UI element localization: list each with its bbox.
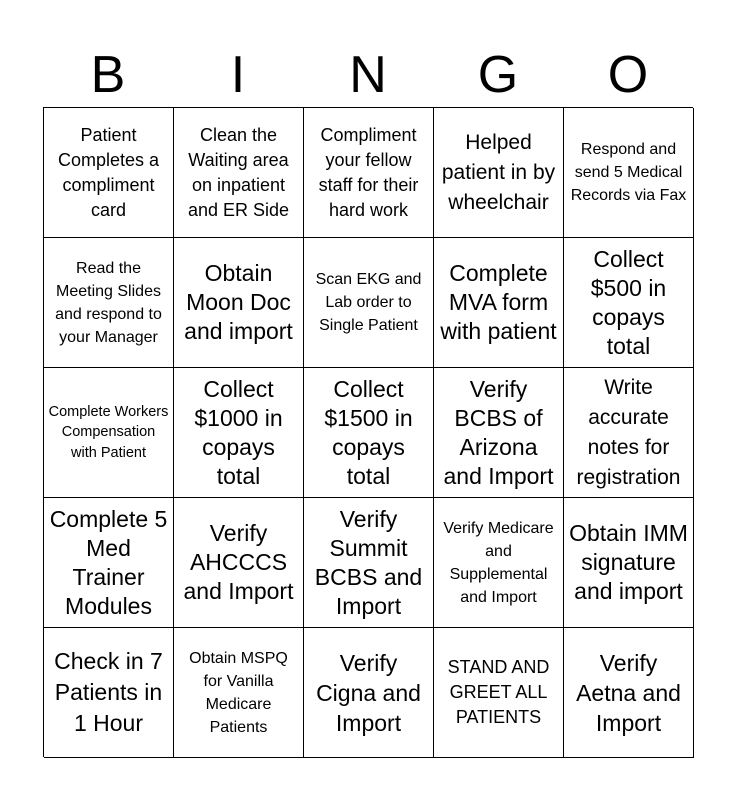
cell-text: Obtain MSPQ for Vanilla Medicare Patients [189, 649, 288, 736]
cell-text: Verify Aetna and Import [576, 649, 681, 736]
cell-text: Clean the Waiting area on inpatient and ER Side [187, 124, 290, 220]
bingo-cell-r2c2[interactable] [174, 238, 304, 368]
bingo-cell-r5c1[interactable] [44, 628, 174, 758]
bingo-cell-r5c2[interactable] [174, 628, 304, 758]
cell-text: Patient Completes a compliment card [57, 124, 160, 220]
header-letter-o: O [607, 46, 649, 104]
bingo-grid [43, 107, 693, 757]
bingo-cell-r5c3[interactable] [304, 628, 434, 758]
bingo-cell-r3c4[interactable] [434, 368, 564, 498]
bingo-cell-r4c4[interactable] [434, 498, 564, 628]
cell-text: Complete 5 Med Trainer Modules [49, 505, 168, 619]
cell-text: Check in 7 Patients in 1 Hour [54, 648, 163, 736]
cell-text: Verify Summit BCBS and Import [314, 505, 423, 619]
cell-text: Collect $1000 in copays total [194, 375, 283, 489]
cell-text: Read the Meeting Slides and respond to your Manager [55, 259, 162, 346]
bingo-cell-r1c4[interactable] [434, 108, 564, 238]
header-letter-b: B [90, 46, 126, 104]
bingo-cell-r4c1[interactable] [44, 498, 174, 628]
cell-text: Obtain IMM signature and import [569, 520, 688, 604]
cell-text: STAND AND GREET ALL PATIENTS [447, 657, 550, 727]
bingo-cell-r3c5[interactable] [564, 368, 694, 498]
cell-text: Scan EKG and Lab order to Single Patient [315, 271, 422, 334]
bingo-cell-r1c1[interactable] [44, 108, 174, 238]
cell-text: Collect $1500 in copays total [324, 375, 413, 489]
cell-text: Complete Workers Compensation with Patient [48, 403, 169, 461]
cell-text: Helped patient in by wheelchair [441, 130, 556, 214]
bingo-cell-r5c5[interactable] [564, 628, 694, 758]
cell-text: Verify Medicare and Supplemental and Import [443, 519, 554, 606]
cell-text: Obtain Moon Doc and import [184, 260, 293, 344]
cell-text: Respond and send 5 Medical Records via Fax [570, 141, 687, 204]
cell-text: Write accurate notes for registration [576, 375, 681, 489]
bingo-cell-r4c5[interactable] [564, 498, 694, 628]
bingo-cell-r1c5[interactable] [564, 108, 694, 238]
bingo-cell-r1c2[interactable] [174, 108, 304, 238]
cell-text: Verify Cigna and Import [316, 649, 421, 736]
bingo-cell-r2c3[interactable] [304, 238, 434, 368]
bingo-header [43, 42, 693, 108]
bingo-cell-r2c1[interactable] [44, 238, 174, 368]
bingo-cell-r1c3[interactable] [304, 108, 434, 238]
header-letter-i: I [230, 46, 246, 104]
cell-text: Verify AHCCCS and Import [183, 520, 294, 604]
cell-text: Collect $500 in copays total [590, 245, 667, 359]
header-letter-g: G [477, 46, 519, 104]
bingo-cell-r5c4[interactable] [434, 628, 564, 758]
cell-text: Verify BCBS of Arizona and Import [443, 375, 554, 489]
bingo-cell-r4c3[interactable] [304, 498, 434, 628]
bingo-cell-r2c4[interactable] [434, 238, 564, 368]
bingo-cell-r3c2[interactable] [174, 368, 304, 498]
header-letter-n: N [349, 46, 387, 104]
bingo-cell-r4c2[interactable] [174, 498, 304, 628]
bingo-cell-r3c3[interactable] [304, 368, 434, 498]
bingo-cell-r2c5[interactable] [564, 238, 694, 368]
cell-text: Complete MVA form with patient [440, 260, 557, 344]
bingo-cell-r3c1[interactable] [44, 368, 174, 498]
cell-text: Compliment your fellow staff for their hard work [318, 124, 419, 220]
